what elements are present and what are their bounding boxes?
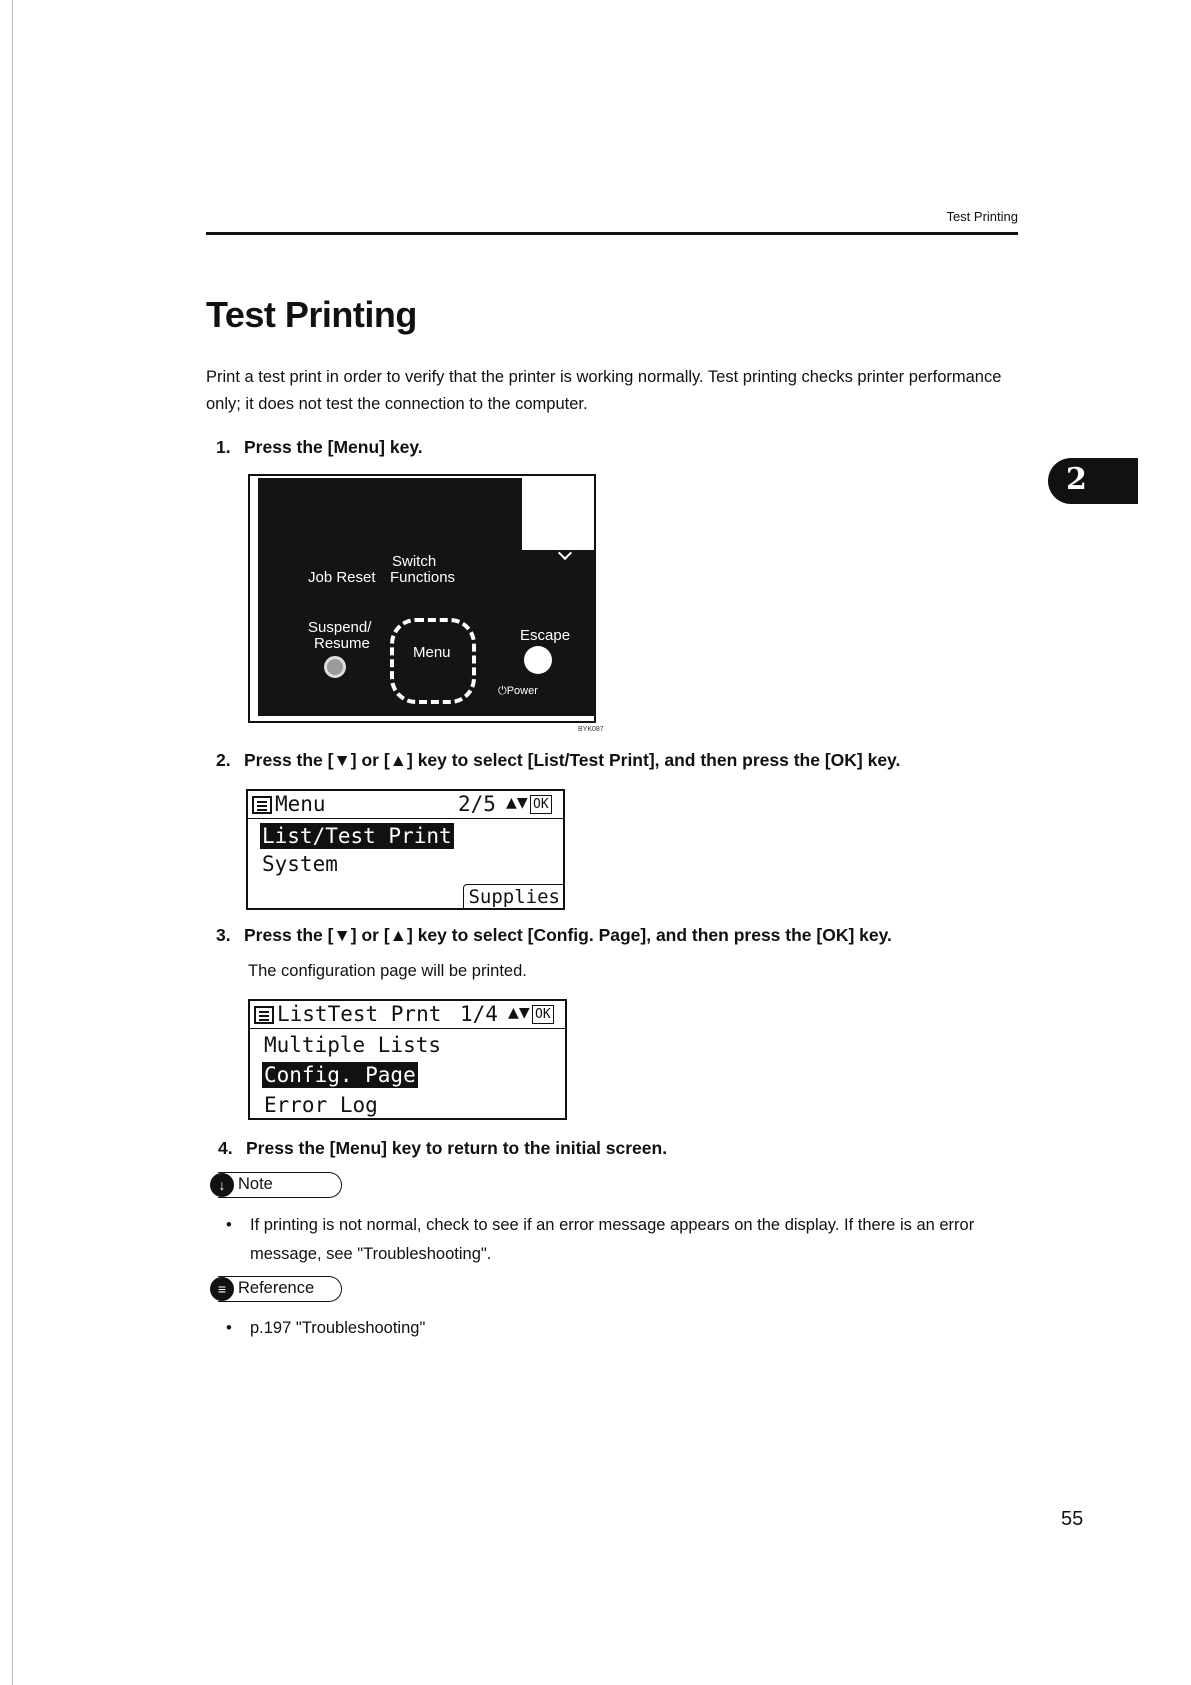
step-number: 3.: [216, 925, 231, 945]
reference-label: [218, 1276, 342, 1302]
reference-label-text: Reference: [238, 1279, 315, 1297]
step-2: [216, 750, 900, 771]
lcd-item: Multiple Lists: [264, 1033, 442, 1057]
supplies-softkey: Supplies: [463, 884, 565, 910]
display-window: [522, 478, 594, 550]
lcd-item-selected: List/Test Print: [262, 824, 452, 848]
functions-label: Functions: [390, 569, 456, 586]
ok-indicator: OK: [530, 795, 552, 814]
step-text: Press the [Menu] key to return to the initial screen.: [246, 1138, 668, 1158]
lcd-title: Menu: [275, 792, 326, 816]
step-number: 1.: [216, 437, 231, 457]
lcd-header: [250, 1001, 565, 1029]
page-title: Test Printing: [206, 294, 417, 335]
note-text: If printing is not normal, check to see if an error message appears on the display. If there is an error message, see "Troubleshooting".: [250, 1216, 975, 1263]
ok-indicator: OK: [532, 1005, 554, 1024]
document-icon: [252, 796, 272, 814]
chapter-number: 2: [1066, 462, 1087, 497]
bullet: •: [226, 1216, 232, 1234]
job-reset-label: Job Reset: [308, 569, 376, 586]
page-number: 55: [1061, 1508, 1084, 1530]
suspend-resume-indicator-icon: [324, 656, 346, 678]
note-label: [218, 1172, 342, 1198]
step-4: [218, 1138, 667, 1159]
intro-paragraph: Print a test print in order to verify that the printer is working normally. Test printing checks printer performance only; it does not test the connection to the computer.: [206, 368, 1002, 413]
step-1: [216, 437, 423, 458]
document-icon: [254, 1006, 274, 1024]
step-number: 2.: [216, 750, 231, 770]
reference-link[interactable]: p.197 "Troubleshooting": [250, 1319, 426, 1337]
step-3-note: The configuration page will be printed.: [248, 962, 527, 980]
step-text: Press the [Menu] key.: [244, 437, 423, 457]
menu-key-label: Menu: [413, 644, 451, 661]
running-head: Test Printing: [946, 209, 1018, 224]
resume-label: Resume: [314, 635, 370, 652]
lcd-page-indicator: 2/5: [458, 792, 496, 816]
lcd-item: Error Log: [264, 1093, 378, 1117]
lcd-list-test-screen: [248, 999, 567, 1120]
step-text: Press the [▼] or [▲] key to select [Config. Page], and then press the [OK] key.: [244, 925, 892, 945]
scan-edge-line: [12, 0, 13, 1685]
power-label: ⏻Power: [498, 685, 538, 697]
control-panel-photo: [258, 478, 594, 716]
header-rule: [206, 232, 1018, 235]
figure-code: BYK087: [578, 726, 604, 733]
note-icon: ↓: [210, 1173, 234, 1197]
switch-label: Switch: [392, 553, 437, 570]
up-down-arrows-icon: ▲▼: [508, 1002, 530, 1023]
step-number: 4.: [218, 1138, 233, 1158]
control-panel-figure: [248, 474, 596, 723]
up-down-arrows-icon: ▲▼: [506, 792, 528, 813]
step-3: [216, 925, 892, 946]
lcd-item-selected: Config. Page: [264, 1063, 416, 1087]
lcd-page-indicator: 1/4: [460, 1002, 498, 1026]
lcd-title: ListTest Prnt: [277, 1002, 442, 1026]
lcd-header: [248, 791, 563, 819]
bullet: •: [226, 1319, 232, 1337]
step-text: Press the [▼] or [▲] key to select [List/Test Print], and then press the [OK] key.: [244, 750, 901, 770]
note-label-text: Note: [238, 1175, 273, 1193]
lcd-item: System: [262, 852, 338, 876]
escape-label: Escape: [520, 627, 571, 644]
lcd-menu-screen: [246, 789, 565, 910]
menu-key-button: [390, 618, 476, 704]
suspend-label: Suspend/: [308, 619, 372, 636]
escape-key-button: [524, 646, 552, 674]
chapter-tab: [1048, 458, 1138, 504]
reference-icon: ≡: [210, 1277, 234, 1301]
